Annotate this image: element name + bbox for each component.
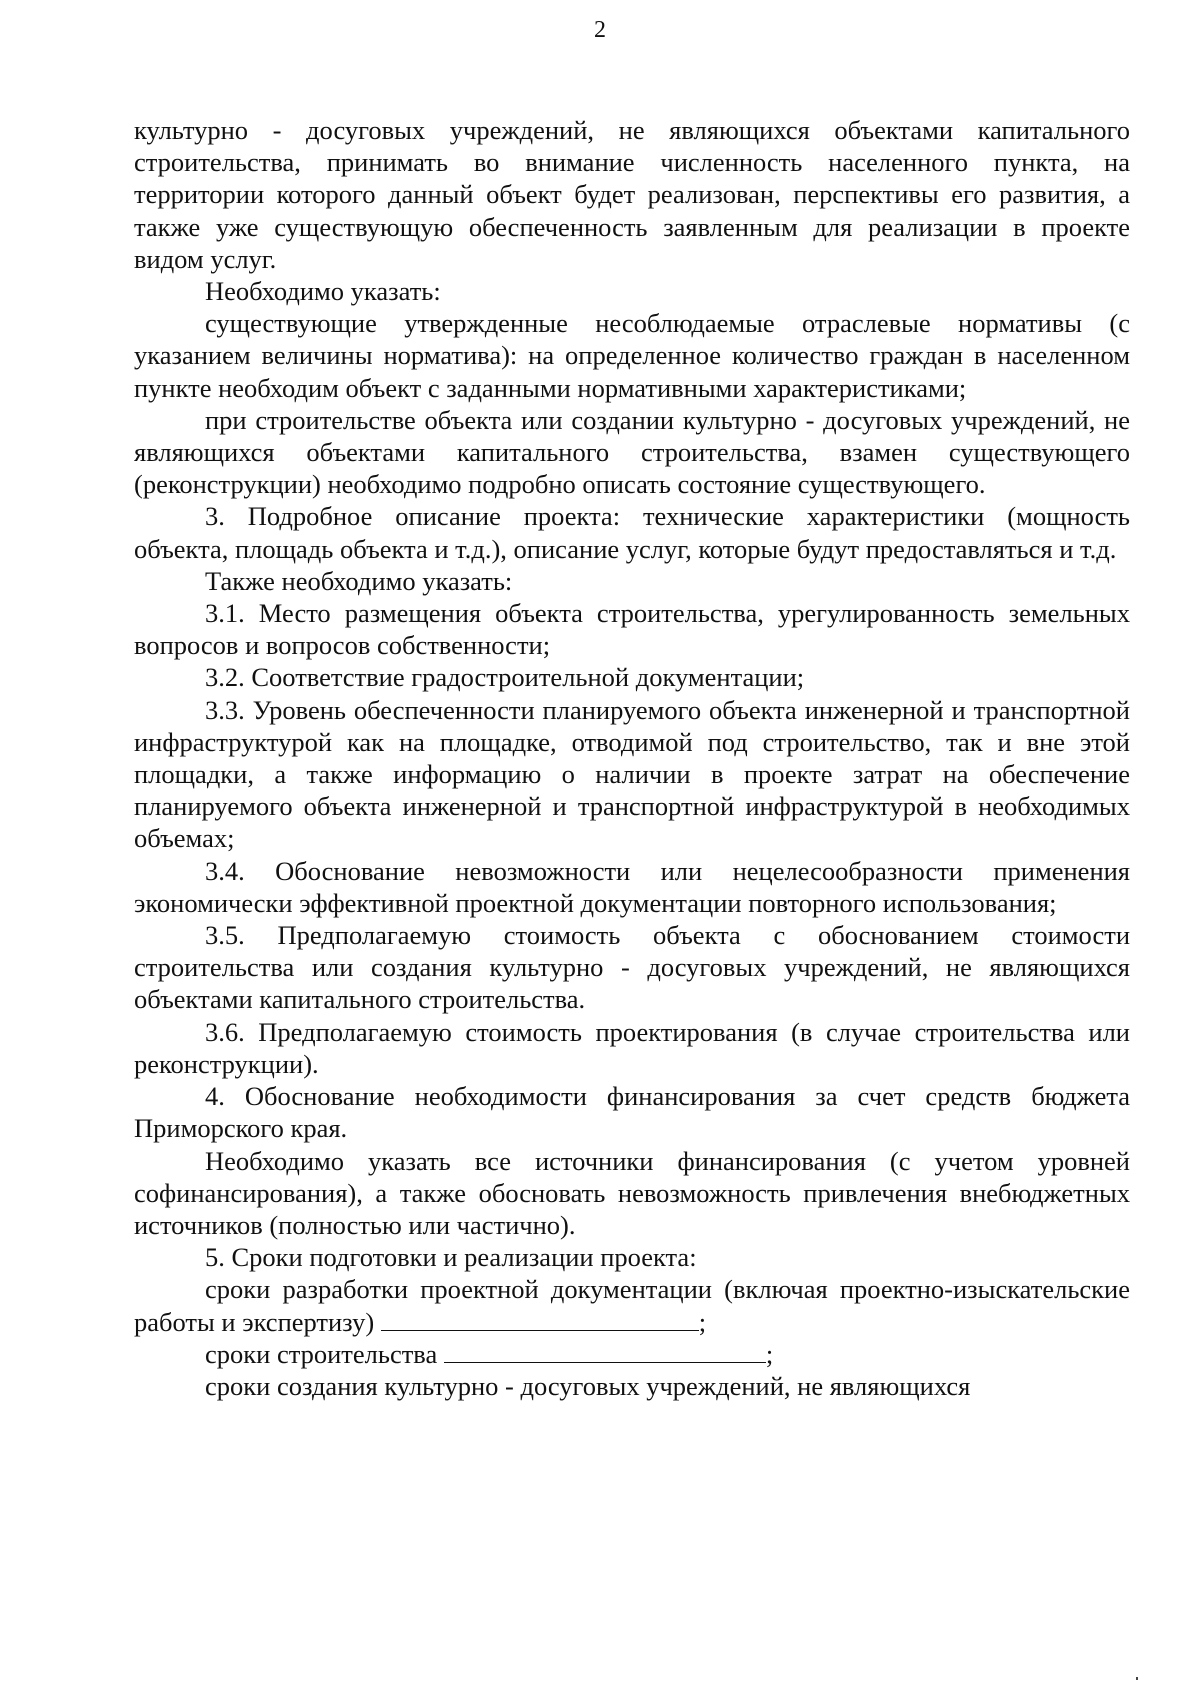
paragraph-construction-deadlines — [134, 1338, 1130, 1370]
paragraph-3-6: 3.6. Предполагаемую стоимость проектирования (в случае строительства или реконструкции). — [134, 1016, 1130, 1079]
paragraph-3-4: 3.4. Обоснование невозможности или нецелесообразности применения экономически эффективной проектной документации повторного использования; — [134, 855, 1130, 918]
paragraph-section-5: 5. Сроки подготовки и реализации проекта: — [205, 1242, 697, 1273]
design-deadlines-text: сроки разработки проектной документации (включая проектно-изыскательские работы и экспертизу) — [134, 1274, 1130, 1337]
paragraph-section-4: 4. Обоснование необходимости финансирования за счет средств бюджета Приморского края. — [134, 1081, 1130, 1144]
paragraph-funding-sources: Необходимо указать все источники финансирования (с учетом уровней софинансирования), а также обосновать невозможность привлечения внебюджетных источников (полностью или частично). — [134, 1145, 1130, 1240]
paragraph-3-3: 3.3. Уровень обеспеченности планируемого объекта инженерной и транспортной инфраструктурой как на площадке, отводимой под строительство, так и вне этой площадки, а также информацию о наличии в проекте затрат на обеспечение планируемого объекта инженерной и транспортной инфраструктурой в необходимых объемах; — [134, 694, 1130, 854]
fill-in-blank-design — [381, 1308, 699, 1331]
fill-in-blank-construction — [444, 1340, 766, 1363]
paragraph-creation-deadlines: сроки создания культурно - досуговых учреждений, не являющихся — [205, 1370, 971, 1401]
paragraph-3-2: 3.2. Соответствие градостроительной документации; — [205, 662, 805, 693]
paragraph-section-3: 3. Подробное описание проекта: технические характеристики (мощность объекта, площадь объекта и т.д.), описание услуг, которые будут предоставляться и т.д. — [134, 501, 1130, 564]
paragraph-3-5: 3.5. Предполагаемую стоимость объекта с обоснованием стоимости строительства или создания культурно - досуговых учреждений, не являющихся объектами капитального строительства. — [134, 920, 1130, 1015]
document-body — [134, 114, 1130, 1402]
page-number: 2 — [594, 17, 606, 43]
paragraph-must-specify: Необходимо указать: — [205, 276, 441, 307]
paragraph-3-1: 3.1. Место размещения объекта строительства, урегулированность земельных вопросов и вопросов собственности; — [134, 598, 1130, 661]
paragraph-continuation: культурно - досуговых учреждений, не являющихся объектами капитального строительства, принимать во внимание численность населенного пункта, на территории которого данный объект будет реализован, перспективы его развития, а также уже существующую обеспеченность заявленным для реализации в проекте видом услуг. — [134, 115, 1130, 274]
construction-deadlines-text: сроки строительства — [205, 1338, 444, 1369]
construction-deadlines-end: ; — [765, 1338, 774, 1369]
paragraph-also-specify: Также необходимо указать: — [205, 565, 513, 596]
paragraph-normatives: существующие утвержденные несоблюдаемые отраслевые нормативы (с указанием величины норматива): на определенное количество граждан в населенном пункте необходим объект с заданными нормативными характеристиками; — [134, 308, 1130, 403]
scan-artifact — [1136, 1677, 1138, 1680]
design-deadlines-end: ; — [698, 1306, 707, 1337]
paragraph-reconstruction: при строительстве объекта или создании культурно - досуговых учреждений, не являющихся объектами капитального строительства, взамен существующего (реконструкции) необходимо подробно описать состояние существующего. — [134, 404, 1130, 500]
paragraph-design-deadlines — [134, 1273, 1130, 1337]
